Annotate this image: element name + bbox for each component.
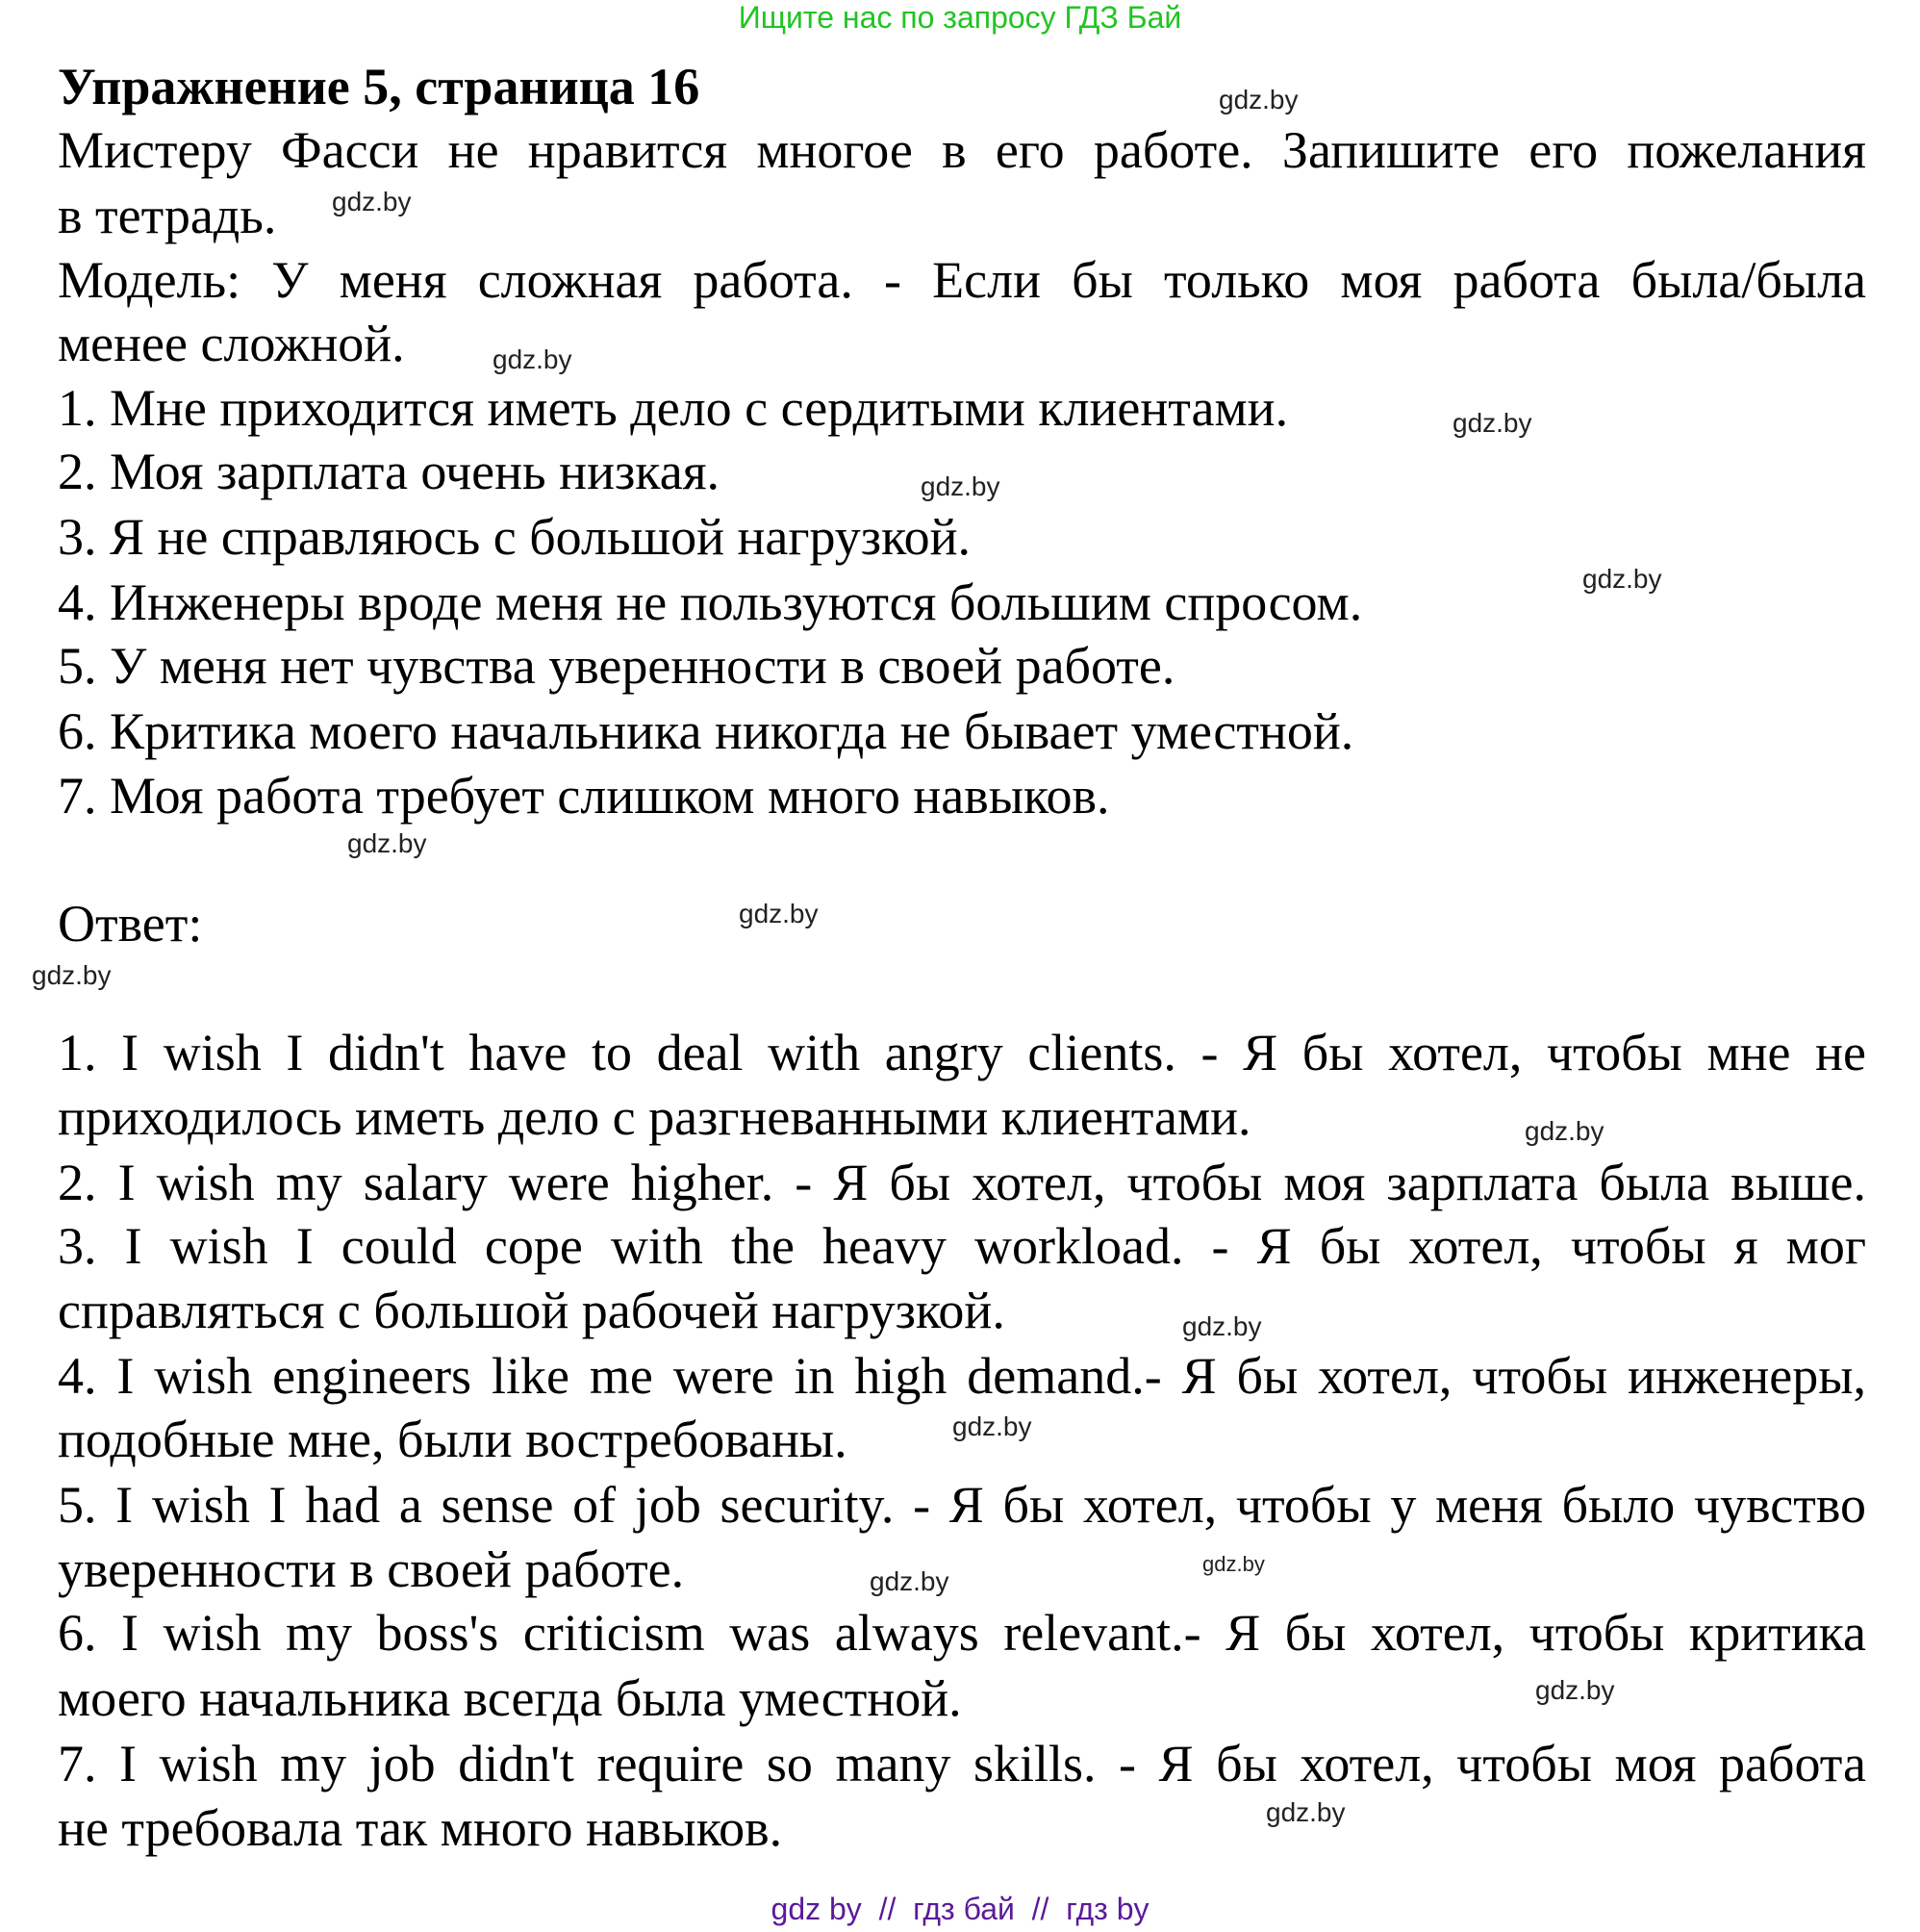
answer-line: подобные мне, были востребованы. — [58, 1411, 847, 1468]
answer-line: 3. I wish I could cope with the heavy workload. - Я бы хотел, чтобы я мог — [58, 1217, 1866, 1275]
watermark: gdz.by — [1525, 1116, 1604, 1146]
watermark: gdz.by — [952, 1411, 1032, 1441]
answer-line: 6. I wish my boss's criticism was always relevant.- Я бы хотел, чтобы критика — [58, 1604, 1866, 1662]
watermark: gdz.by — [739, 899, 819, 928]
answer-line: моего начальника всегда была уместной. — [58, 1669, 962, 1727]
answer-line: 1. I wish I didn't have to deal with angry clients. - Я бы хотел, чтобы мне не — [58, 1024, 1866, 1081]
answer-label: Ответ: — [58, 895, 203, 953]
watermark: gdz.by — [921, 471, 1000, 501]
watermark: gdz.by — [1182, 1311, 1262, 1341]
watermark: gdz.by — [1535, 1675, 1615, 1705]
watermark: gdz.by — [1219, 85, 1299, 114]
instruction-line-1: Мистеру Фасси не нравится многое в его работе. Запишите его пожелания — [58, 121, 1866, 179]
answer-line: 5. I wish I had a sense of job security. - Я бы хотел, чтобы у меня было чувство — [58, 1476, 1866, 1534]
search-banner: Ищите нас по запросу ГДЗ Бай — [738, 0, 1182, 35]
answer-line: 4. I wish engineers like me were in high demand.- Я бы хотел, чтобы инженеры, — [58, 1347, 1866, 1405]
footer-links: gdz by // гдз бай // гдз by — [771, 1892, 1149, 1926]
answer-line: 7. I wish my job didn't require so many skills. - Я бы хотел, чтобы моя работа — [58, 1735, 1866, 1792]
task-item: 3. Я не справляюсь с большой нагрузкой. — [58, 508, 972, 566]
watermark: gdz.by — [1202, 1552, 1265, 1576]
task-item: 7. Моя работа требует слишком много навыков. — [58, 767, 1110, 825]
task-item: 4. Инженеры вроде меня не пользуются большим спросом. — [58, 573, 1363, 631]
watermark: gdz.by — [1266, 1797, 1346, 1827]
task-item: 5. У меня нет чувства уверенности в своей работе. — [58, 637, 1175, 695]
watermark: gdz.by — [332, 187, 412, 216]
watermark: gdz.by — [1582, 564, 1662, 594]
answer-line: не требовала так много навыков. — [58, 1799, 783, 1857]
model-line-2: менее сложной. — [58, 315, 405, 372]
instruction-line-2: в тетрадь. — [58, 187, 277, 244]
watermark: gdz.by — [1453, 408, 1532, 438]
watermark: gdz.by — [347, 828, 427, 858]
model-line-1: Модель: У меня сложная работа. - Если бы только моя работа была/была — [58, 251, 1866, 309]
task-item: 2. Моя зарплата очень низкая. — [58, 443, 720, 500]
watermark: gdz.by — [870, 1566, 949, 1596]
watermark: gdz.by — [493, 344, 572, 374]
watermark: gdz.by — [32, 960, 112, 990]
task-item: 6. Критика моего начальника никогда не бывает уместной. — [58, 702, 1354, 760]
page-title: Упражнение 5, страница 16 — [58, 58, 700, 115]
answer-line: справляться с большой рабочей нагрузкой. — [58, 1282, 1005, 1339]
answer-line: приходилось иметь дело с разгневанными клиентами. — [58, 1088, 1251, 1146]
task-item: 1. Мне приходится иметь дело с сердитыми клиентами. — [58, 379, 1289, 437]
answer-line: 2. I wish my salary were higher. - Я бы хотел, чтобы моя зарплата была выше. — [58, 1154, 1866, 1211]
answer-line: уверенности в своей работе. — [58, 1540, 685, 1598]
